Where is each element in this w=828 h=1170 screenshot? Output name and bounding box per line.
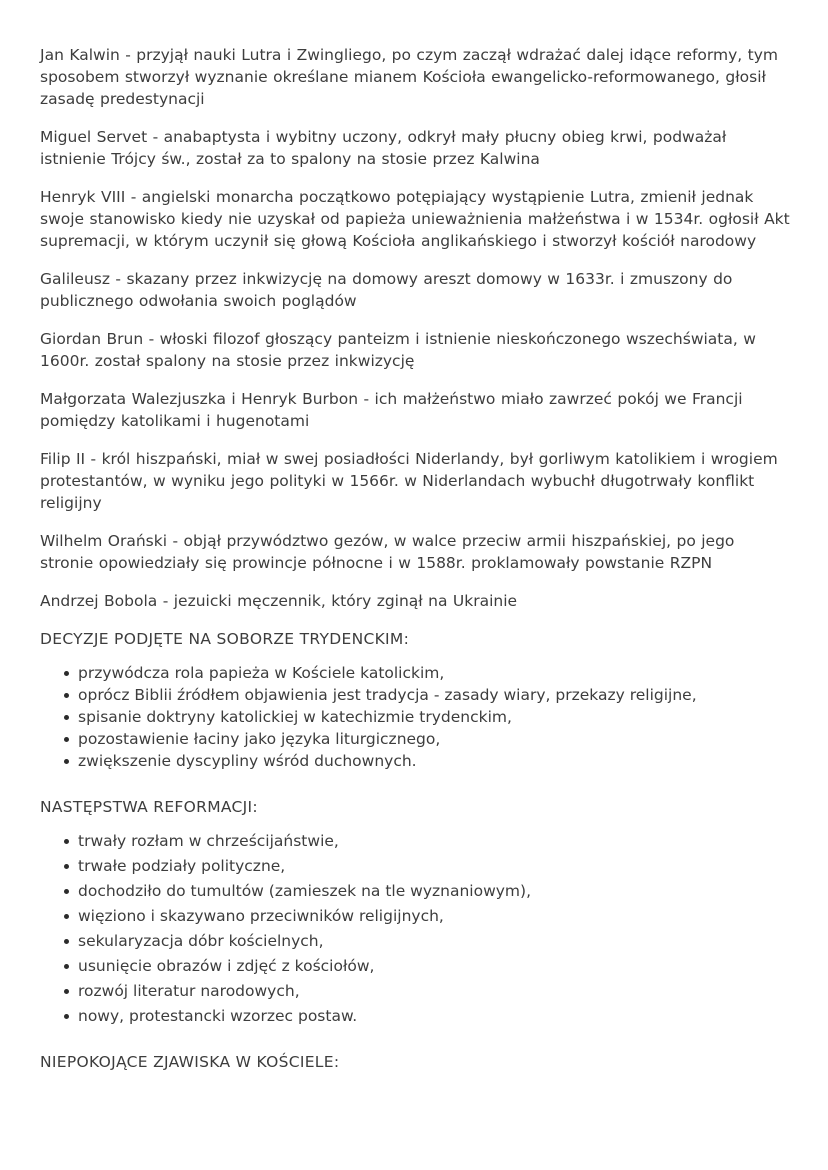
paragraph-giordan-brun: Giordan Brun - włoski filozof głoszący panteizm i istnienie nieskończonego wszechświata, w 1600r. został spalony na stosie przez inkwizycję	[40, 330, 756, 370]
paragraph-jan-kalwin: Jan Kalwin - przyjął nauki Lutra i Zwingliego, po czym zaczął wdrażać dalej idące reformy, tym sposobem stworzył wyznanie określane mianem Kościoła ewangelicko-reformowanego, głosił zasadę predestynacji	[40, 46, 778, 108]
list-item: dochodziło do tumultów (zamieszek na tle wyznaniowym),	[40, 880, 790, 902]
paragraph-wilhelm-oranski: Wilhelm Orański - objął przywództwo gezów, w walce przeciw armii hiszpańskiej, po jego stronie opowiedziały się prowincje północne i w 1588r. proklamowały powstanie RZPN	[40, 532, 735, 572]
list-item: zwiększenie dyscypliny wśród duchownych.	[40, 750, 790, 772]
list-nastepstwa-reformacji	[40, 830, 790, 1027]
paragraph-malgorzata-i-henryk: Małgorzata Walezjuszka i Henryk Burbon - ich małżeństwo miało zawrzeć pokój we Francji pomiędzy katolikami i hugenotami	[40, 390, 743, 430]
list-item: nowy, protestancki wzorzec postaw.	[40, 1005, 790, 1027]
section-heading-nastepstwa-reformacji: NASTĘPSTWA REFORMACJI:	[40, 798, 258, 816]
list-decyzje-soboru	[40, 662, 790, 772]
list-item: oprócz Biblii źródłem objawienia jest tradycja - zasady wiary, przekazy religijne,	[40, 684, 790, 706]
list-item: sekularyzacja dóbr kościelnych,	[40, 930, 790, 952]
paragraph-henryk-viii: Henryk VIII - angielski monarcha początkowo potępiający wystąpienie Lutra, zmienił jednak swoje stanowisko kiedy nie uzyskał od papieża unieważnienia małżeństwa i w 1534r. ogłosił Akt supremacji, w którym uczynił się głową Kościoła anglikańskiego i stworzył kościół narodowy	[40, 188, 790, 250]
list-item: pozostawienie łaciny jako języka liturgicznego,	[40, 728, 790, 750]
list-item: spisanie doktryny katolickiej w katechizmie trydenckim,	[40, 706, 790, 728]
section-heading-sobor-trydencki: DECYZJE PODJĘTE NA SOBORZE TRYDENCKIM:	[40, 630, 410, 648]
list-item: przywódcza rola papieża w Kościele katolickim,	[40, 662, 790, 684]
list-item: trwały rozłam w chrześcijaństwie,	[40, 830, 790, 852]
list-item: więziono i skazywano przeciwników religijnych,	[40, 905, 790, 927]
list-item: rozwój literatur narodowych,	[40, 980, 790, 1002]
paragraph-galileusz: Galileusz - skazany przez inkwizycję na domowy areszt domowy w 1633r. i zmuszony do publicznego odwołania swoich poglądów	[40, 270, 733, 310]
paragraph-miguel-servet: Miguel Servet - anabaptysta i wybitny uczony, odkrył mały płucny obieg krwi, podważał istnienie Trójcy św., został za to spalony na stosie przez Kalwina	[40, 128, 727, 168]
list-item: trwałe podziały polityczne,	[40, 855, 790, 877]
list-item: usunięcie obrazów i zdjęć z kościołów,	[40, 955, 790, 977]
paragraph-andrzej-bobola: Andrzej Bobola - jezuicki męczennik, który zginął na Ukrainie	[40, 592, 518, 610]
paragraph-filip-ii: Filip II - król hiszpański, miał w swej posiadłości Niderlandy, był gorliwym katolikiem i wrogiem protestantów, w wyniku jego polityki w 1566r. w Niderlandach wybuchł długotrwały konflikt religijny	[40, 450, 778, 512]
section-heading-niepokojace-zjawiska: NIEPOKOJĄCE ZJAWISKA W KOŚCIELE:	[40, 1053, 340, 1071]
